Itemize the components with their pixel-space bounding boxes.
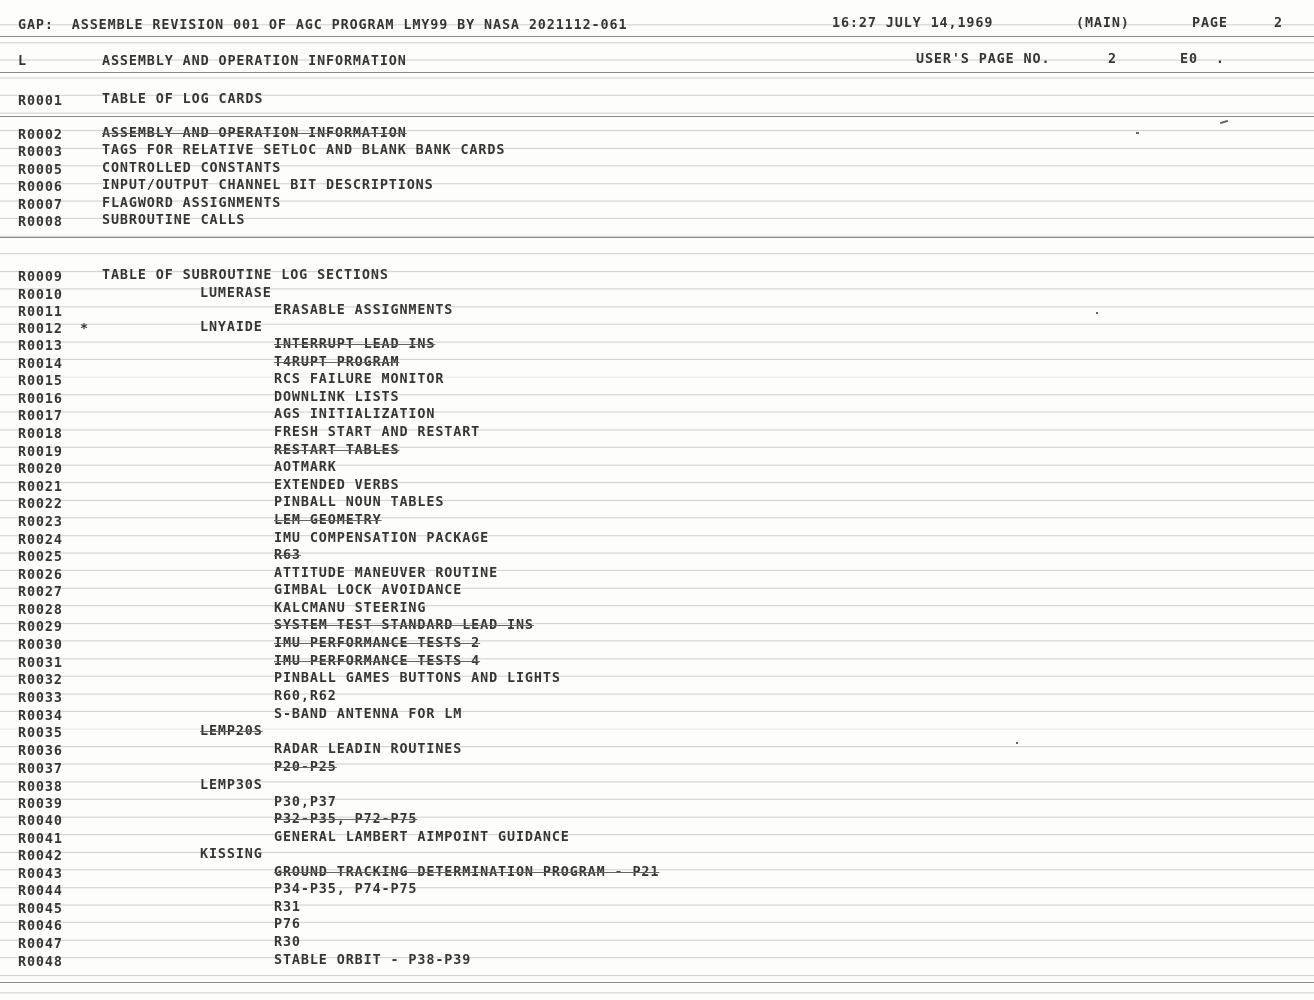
row-id: R0023 bbox=[18, 515, 63, 530]
row-id: R0020 bbox=[18, 462, 63, 477]
row-id: R0024 bbox=[18, 533, 63, 548]
row-text: ATTITUDE MANEUVER ROUTINE bbox=[274, 566, 499, 581]
log-prefix: L bbox=[18, 54, 27, 69]
assembly-header: GAP: ASSEMBLE REVISION 001 OF AGC PROGRAM LMY99 BY NASA 2021112-061 bbox=[18, 18, 628, 33]
section-rule-1 bbox=[0, 116, 1314, 117]
row-id: R0006 bbox=[18, 180, 63, 195]
row-id: R0025 bbox=[18, 550, 63, 565]
log-title: ASSEMBLY AND OPERATION INFORMATION bbox=[102, 54, 407, 69]
row-text: LEMP30S bbox=[200, 778, 263, 793]
row-text: R60,R62 bbox=[274, 689, 337, 704]
row-text: R30 bbox=[274, 935, 301, 950]
row-id: R0033 bbox=[18, 691, 63, 706]
row-id: R0013 bbox=[18, 339, 63, 354]
row-id: R0007 bbox=[18, 198, 63, 213]
row-text: GROUND TRACKING DETERMINATION PROGRAM - P21 bbox=[274, 865, 660, 880]
row-id: R0044 bbox=[18, 884, 63, 899]
row-id: R0014 bbox=[18, 357, 63, 372]
row-text: PINBALL NOUN TABLES bbox=[274, 495, 445, 510]
row-text: SUBROUTINE CALLS bbox=[102, 213, 246, 228]
row-text: IMU COMPENSATION PACKAGE bbox=[274, 531, 490, 546]
print-speck bbox=[1220, 120, 1228, 124]
row-id: R0041 bbox=[18, 832, 63, 847]
row-text: R63 bbox=[274, 548, 301, 563]
row-text: TABLE OF LOG CARDS bbox=[102, 92, 264, 107]
row-text: DOWNLINK LISTS bbox=[274, 390, 400, 405]
users-page-number: 2 bbox=[1108, 52, 1117, 67]
row-id: R0010 bbox=[18, 288, 63, 303]
row-text: GIMBAL LOCK AVOIDANCE bbox=[274, 583, 463, 598]
row-text: R31 bbox=[274, 900, 301, 915]
row-text: KISSING bbox=[200, 847, 263, 862]
row-text: FRESH START AND RESTART bbox=[274, 425, 481, 440]
assembly-timestamp: 16:27 JULY 14,1969 bbox=[832, 16, 994, 31]
row-text: IMU PERFORMANCE TESTS 4 bbox=[274, 654, 481, 669]
row-id: R0012 bbox=[18, 322, 63, 337]
row-text: RADAR LEADIN ROUTINES bbox=[274, 742, 463, 757]
row-id: R0036 bbox=[18, 744, 63, 759]
row-id: R0032 bbox=[18, 673, 63, 688]
row-id: R0028 bbox=[18, 603, 63, 618]
row-id: R0003 bbox=[18, 145, 63, 160]
row-text: TAGS FOR RELATIVE SETLOC AND BLANK BANK CARDS bbox=[102, 143, 506, 158]
row-text: GENERAL LAMBERT AIMPOINT GUIDANCE bbox=[274, 830, 570, 845]
row-id: R0030 bbox=[18, 638, 63, 653]
row-id: R0047 bbox=[18, 937, 63, 952]
row-text: CONTROLLED CONSTANTS bbox=[102, 161, 282, 176]
row-id: R0021 bbox=[18, 480, 63, 495]
row-asterisk: * bbox=[80, 322, 89, 337]
row-id: R0008 bbox=[18, 215, 63, 230]
row-id: R0031 bbox=[18, 656, 63, 671]
title-rule bbox=[0, 72, 1314, 73]
row-id: R0045 bbox=[18, 902, 63, 917]
row-text: T4RUPT PROGRAM bbox=[274, 355, 400, 370]
row-id: R0048 bbox=[18, 955, 63, 970]
row-id: R0018 bbox=[18, 427, 63, 442]
row-text: AOTMARK bbox=[274, 460, 337, 475]
page-code: E0 . bbox=[1180, 52, 1225, 67]
row-id: R0042 bbox=[18, 849, 63, 864]
row-id: R0035 bbox=[18, 726, 63, 741]
row-id: R0038 bbox=[18, 780, 63, 795]
print-speck bbox=[1096, 312, 1098, 314]
row-id: R0011 bbox=[18, 305, 63, 320]
row-text: LEMP20S bbox=[200, 724, 263, 739]
row-id: R0026 bbox=[18, 568, 63, 583]
row-text: STABLE ORBIT - P38-P39 bbox=[274, 953, 472, 968]
row-id: R0046 bbox=[18, 919, 63, 934]
row-id: R0001 bbox=[18, 94, 63, 109]
row-text: KALCMANU STEERING bbox=[274, 601, 427, 616]
row-text: PINBALL GAMES BUTTONS AND LIGHTS bbox=[274, 671, 561, 686]
row-text: RESTART TABLES bbox=[274, 443, 400, 458]
bottom-rule bbox=[0, 982, 1314, 983]
row-text: ASSEMBLY AND OPERATION INFORMATION bbox=[102, 126, 407, 141]
row-text: P76 bbox=[274, 917, 301, 932]
row-text: INPUT/OUTPUT CHANNEL BIT DESCRIPTIONS bbox=[102, 178, 434, 193]
row-id: R0029 bbox=[18, 620, 63, 635]
row-id: R0022 bbox=[18, 497, 63, 512]
row-text: ERASABLE ASSIGNMENTS bbox=[274, 303, 454, 318]
row-id: R0009 bbox=[18, 270, 63, 285]
row-text: P30,P37 bbox=[274, 795, 337, 810]
row-text: AGS INITIALIZATION bbox=[274, 407, 436, 422]
row-text: P32-P35, P72-P75 bbox=[274, 812, 418, 827]
row-id: R0017 bbox=[18, 409, 63, 424]
row-text: LUMERASE bbox=[200, 286, 272, 301]
row-text: RCS FAILURE MONITOR bbox=[274, 372, 445, 387]
row-text: FLAGWORD ASSIGNMENTS bbox=[102, 196, 282, 211]
section-rule-2 bbox=[0, 237, 1314, 238]
row-text: LEM GEOMETRY bbox=[274, 513, 382, 528]
row-text: IMU PERFORMANCE TESTS 2 bbox=[274, 636, 481, 651]
row-id: R0027 bbox=[18, 585, 63, 600]
row-id: R0019 bbox=[18, 445, 63, 460]
row-text: P20-P25 bbox=[274, 760, 337, 775]
row-id: R0034 bbox=[18, 709, 63, 724]
row-text: LNYAIDE bbox=[200, 320, 263, 335]
assembly-section: (MAIN) bbox=[1076, 16, 1130, 31]
row-id: R0043 bbox=[18, 867, 63, 882]
row-text: S-BAND ANTENNA FOR LM bbox=[274, 707, 463, 722]
row-id: R0040 bbox=[18, 814, 63, 829]
row-id: R0005 bbox=[18, 163, 63, 178]
row-text: P34-P35, P74-P75 bbox=[274, 882, 418, 897]
row-text: INTERRUPT LEAD INS bbox=[274, 337, 436, 352]
header-rule bbox=[0, 36, 1314, 37]
row-id: R0039 bbox=[18, 797, 63, 812]
row-text: EXTENDED VERBS bbox=[274, 478, 400, 493]
row-text: SYSTEM TEST STANDARD LEAD INS bbox=[274, 618, 534, 633]
users-page-label: USER'S PAGE NO. bbox=[916, 52, 1051, 67]
row-id: R0002 bbox=[18, 128, 63, 143]
row-text: TABLE OF SUBROUTINE LOG SECTIONS bbox=[102, 268, 389, 283]
page-number: 2 bbox=[1274, 16, 1283, 31]
row-id: R0016 bbox=[18, 392, 63, 407]
row-id: R0015 bbox=[18, 374, 63, 389]
row-id: R0037 bbox=[18, 762, 63, 777]
page-label: PAGE bbox=[1192, 16, 1228, 31]
print-speck bbox=[1016, 742, 1018, 744]
print-speck bbox=[1136, 132, 1139, 134]
